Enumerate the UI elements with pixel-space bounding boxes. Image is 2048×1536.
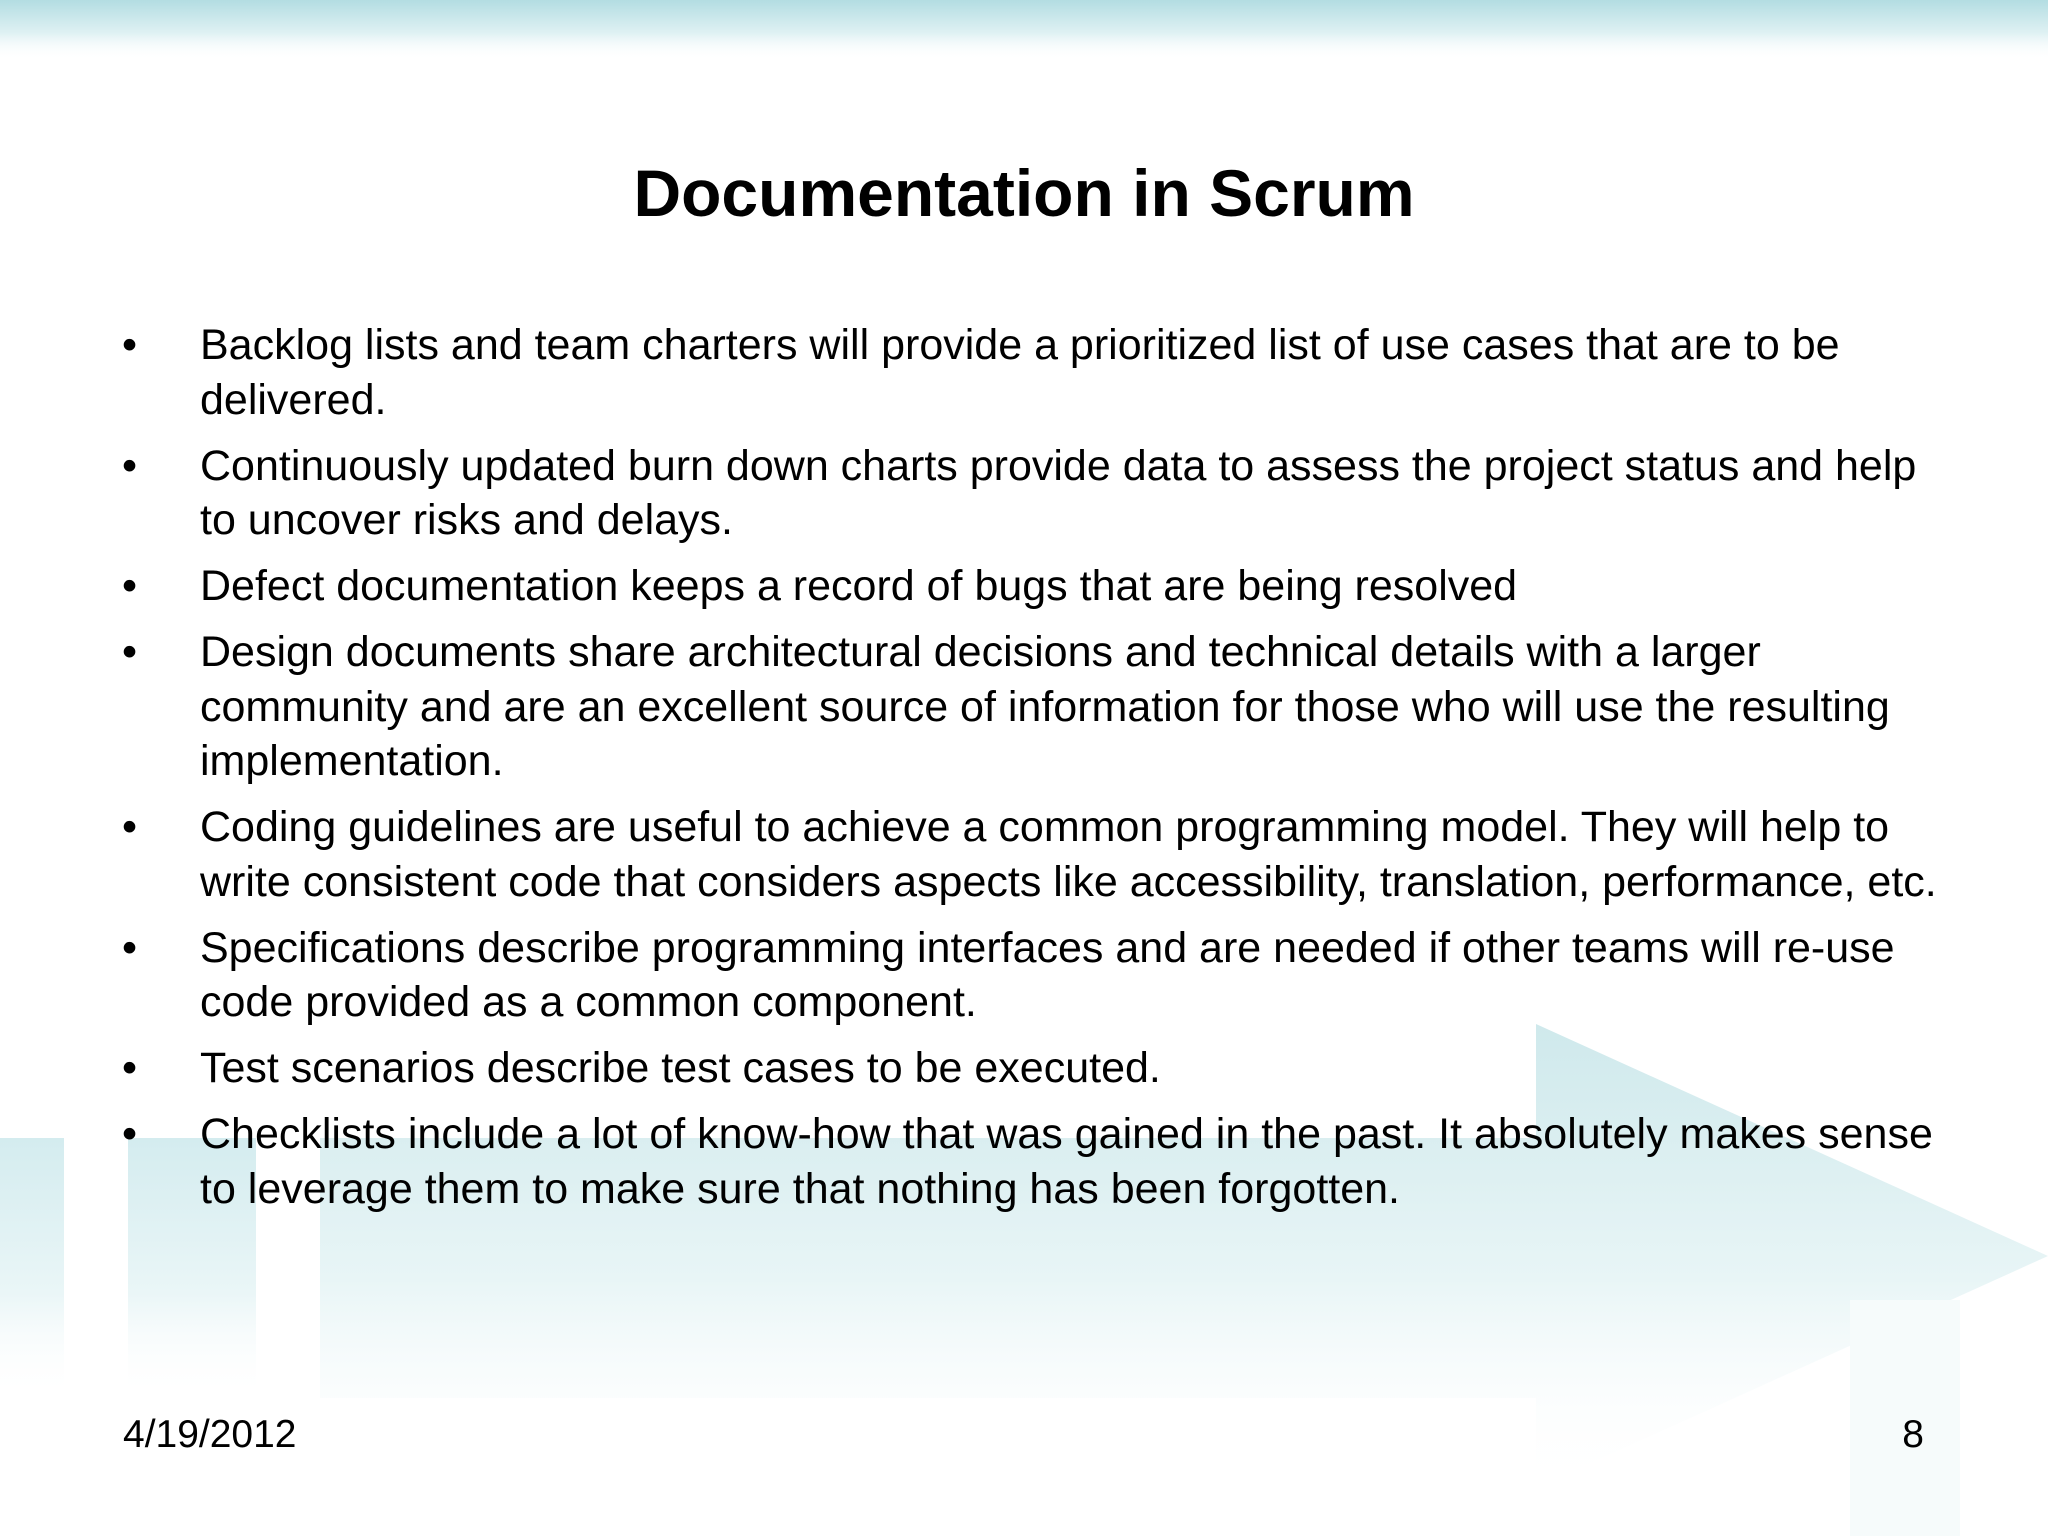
- bullet-text: Design documents share architectural decisions and technical details with a larger community and are an excellent source of information for those who will use the resulting implementation.: [200, 628, 1890, 785]
- bullet-marker: •: [122, 321, 138, 369]
- bullet-text: Coding guidelines are useful to achieve a common programming model. They will help to write consistent code that considers aspects like accessibility, translation, performance, etc.: [200, 803, 1937, 906]
- slide-title: Documentation in Scrum: [633, 156, 1415, 230]
- bullet-item: [118, 318, 1938, 427]
- bullet-item: [118, 1107, 1938, 1216]
- deco-bar-1: [0, 1138, 64, 1398]
- bullet-list: [118, 318, 1938, 1228]
- bullet-marker: •: [122, 441, 138, 490]
- bullet-item: [118, 439, 1938, 548]
- bullet-item: [118, 559, 1938, 614]
- bullet-text: Continuously updated burn down charts provide data to assess the project status and help to uncover risks and delays.: [200, 441, 1917, 544]
- bullet-item: [118, 625, 1938, 789]
- top-band-fade: [0, 0, 2048, 60]
- bullet-item: [118, 1041, 1938, 1096]
- bullet-marker: •: [122, 562, 138, 610]
- bullet-text: Backlog lists and team charters will provide a prioritized list of use cases that are to be delivered.: [200, 321, 1840, 424]
- bullet-marker: •: [122, 923, 138, 972]
- bullet-item: [118, 921, 1938, 1030]
- bullet-marker: •: [122, 1110, 138, 1158]
- bullet-marker: •: [122, 628, 138, 676]
- page-number: 8: [1902, 1413, 1924, 1456]
- bullet-text: Specifications describe programming interfaces and are needed if other teams will re-use code provided as a common component.: [200, 923, 1895, 1026]
- bullet-item: [118, 800, 1938, 909]
- bullet-text: Test scenarios describe test cases to be executed.: [200, 1044, 1161, 1092]
- footer-date: 4/19/2012: [123, 1413, 297, 1456]
- bullet-marker: •: [122, 1044, 138, 1092]
- bullet-text: Defect documentation keeps a record of bugs that are being resolved: [200, 562, 1518, 610]
- bullet-marker: •: [122, 803, 138, 851]
- bullet-text: Checklists include a lot of know-how that was gained in the past. It absolutely makes sense to leverage them to make sure that nothing has been forgotten.: [200, 1110, 1933, 1213]
